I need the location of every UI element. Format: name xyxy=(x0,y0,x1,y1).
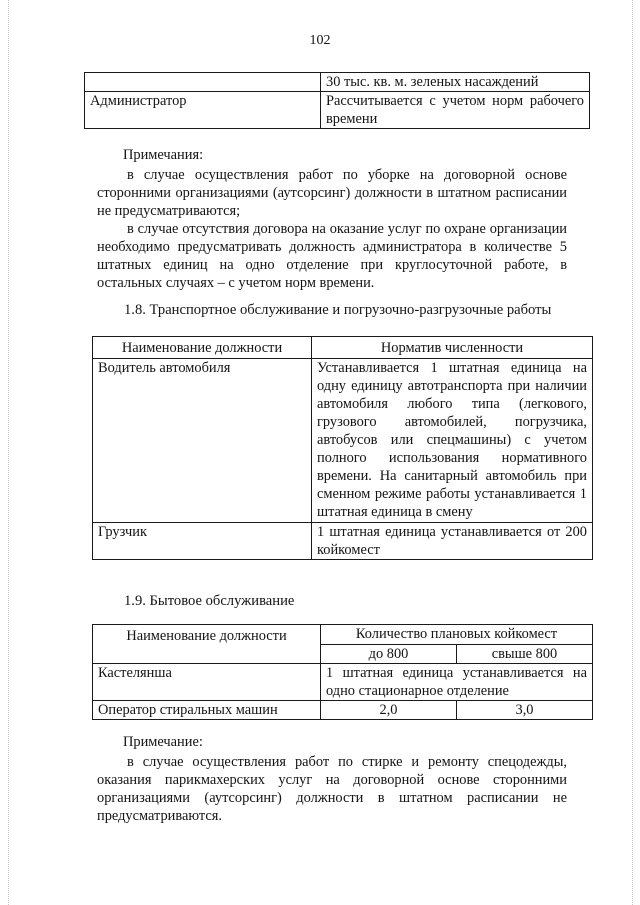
position-cell: Администратор xyxy=(85,92,321,129)
norm-cell: 1 штатная единица устанавливается от 200 койкомест xyxy=(312,523,593,560)
table-row xyxy=(93,664,593,701)
scan-edge-right xyxy=(632,0,633,905)
table-header-row xyxy=(93,337,593,359)
norm-cell: 1 штатная единица устанавливается на одно стационарное отделение xyxy=(321,664,593,701)
section-title: 1.9. Бытовое обслуживание xyxy=(124,593,295,609)
column-header: Наименование должности xyxy=(93,625,321,664)
scan-edge-left xyxy=(8,0,9,905)
notes-block xyxy=(97,146,567,292)
table-row xyxy=(85,73,590,92)
table-row xyxy=(93,701,593,720)
notes-heading: Примечание: xyxy=(123,734,203,750)
household-staff-table xyxy=(92,624,593,720)
norm-cell: Устанавливается 1 штатная единица на одну единицу автотранспорта при наличии автомобиля любого типа (легкового, грузового автомобилей, погрузчика, автобусов или спецмашины) с учетом полного использования нормативного времени. На санитарный автомобиль при сменном режиме работы устанавливается 1 штатная единица в смену xyxy=(312,359,593,523)
position-cell: Водитель автомобиля xyxy=(93,359,312,523)
column-header: свыше 800 xyxy=(457,645,593,664)
notes-heading: Примечания: xyxy=(123,147,204,163)
staff-table-continuation xyxy=(84,72,590,129)
page-number: 102 xyxy=(309,33,331,48)
table-row xyxy=(93,523,593,560)
column-group-header: Количество плановых койкомест xyxy=(321,625,593,645)
notes-block xyxy=(97,733,567,825)
transport-staff-table xyxy=(92,336,593,560)
table-header-row xyxy=(93,625,593,645)
note-paragraph: в случае осуществления работ по уборке на договорной основе сторонними организациями (аутсорсинг) должности в штатном расписании не предусматриваются; xyxy=(97,167,567,219)
column-header: до 800 xyxy=(321,645,457,664)
value-cell: 2,0 xyxy=(321,701,457,720)
table-row xyxy=(93,359,593,523)
position-cell xyxy=(85,73,321,92)
note-paragraph: в случае отсутствия договора на оказание услуг по охране организации необходимо предусматривать должность администратора в количестве 5 штатных единиц на одно отделение при круглосуточной работе, в остальных случаях – с учетом норм времени. xyxy=(97,221,567,291)
section-title: 1.8. Транспортное обслуживание и погрузочно-разгрузочные работы xyxy=(124,302,552,318)
position-cell: Грузчик xyxy=(93,523,312,560)
value-cell: 3,0 xyxy=(457,701,593,720)
table-row xyxy=(85,92,590,129)
note-paragraph: в случае осуществления работ по стирке и ремонту спецодежды, оказания парикмахерских услуг на договорной основе сторонними организациями (аутсорсинг) должности в штатном расписании не предусматриваются. xyxy=(97,754,567,824)
position-cell: Оператор стиральных машин xyxy=(93,701,321,720)
position-cell: Кастелянша xyxy=(93,664,321,701)
column-header: Наименование должности xyxy=(93,337,312,359)
column-header: Норматив численности xyxy=(312,337,593,359)
norm-cell: 30 тыс. кв. м. зеленых насаждений xyxy=(321,73,590,92)
norm-cell: Рассчитывается с учетом норм рабочего времени xyxy=(321,92,590,129)
